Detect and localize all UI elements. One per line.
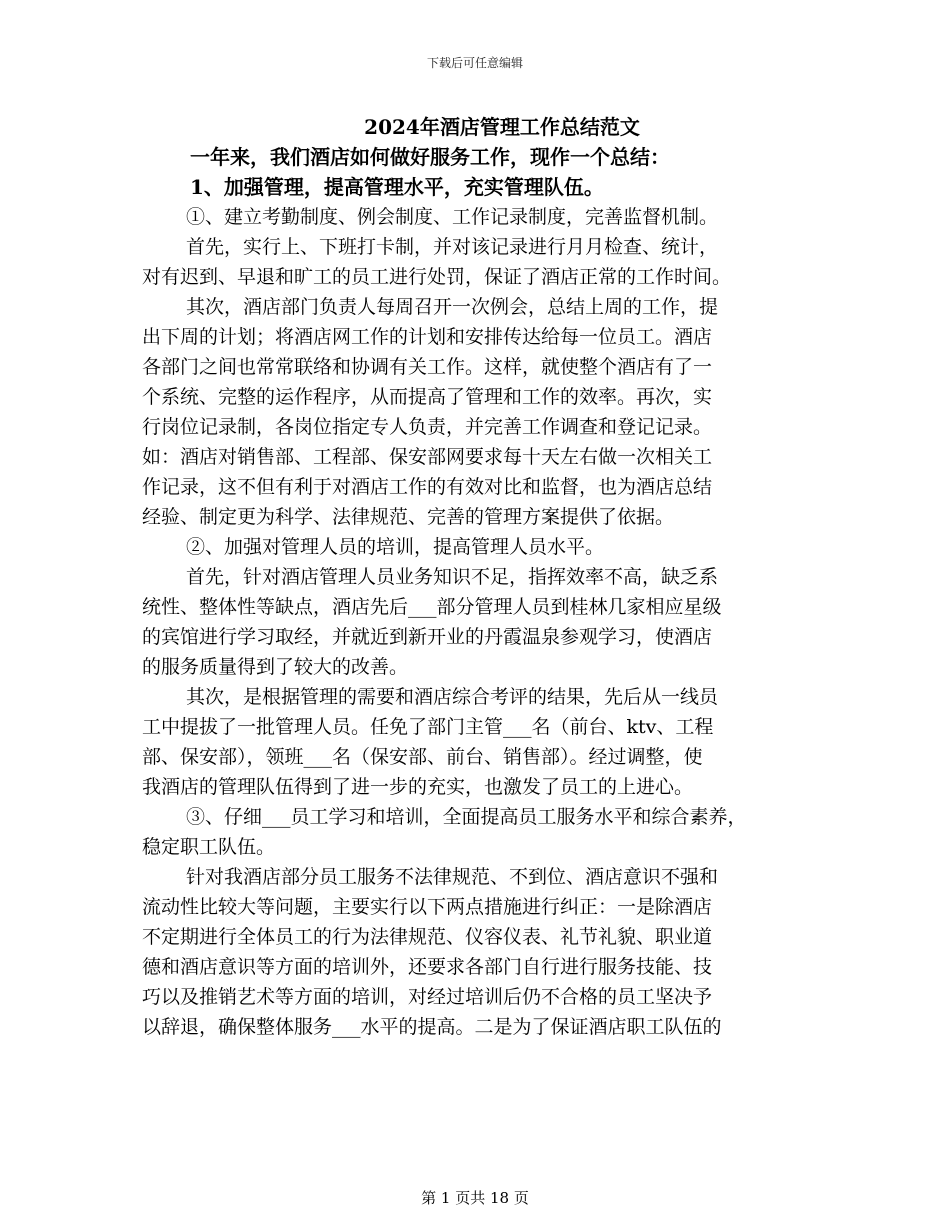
paragraph-line: 针对我酒店部分员工服务不法律规范、不到位、酒店意识不强和 <box>186 866 719 888</box>
paragraph-line: 的宾馆进行学习取经，并就近到新开业的丹霞温泉参观学习，使酒店 <box>142 626 713 648</box>
intro-line: 一年来，我们酒店如何做好服务工作，现作一个总结： <box>190 145 670 169</box>
paragraph-line: 作记录，这不但有利于对酒店工作的有效对比和监督，也为酒店总结 <box>142 476 713 498</box>
document-title: 2024年酒店管理工作总结范文 <box>364 115 640 139</box>
paragraph-line: 首先，针对酒店管理人员业务知识不足，指挥效率不高，缺乏系 <box>186 566 719 588</box>
paragraph-line: 其次，是根据管理的需要和酒店综合考评的结果，先后从一线员 <box>186 686 719 708</box>
paragraph-line: 首先，实行上、下班打卡制，并对该记录进行月月检查、统计， <box>186 236 719 258</box>
page-footer: 第 1 页共 18 页 <box>421 1189 529 1207</box>
section-heading: 1、加强管理，提高管理水平，充实管理队伍。 <box>190 175 604 199</box>
paragraph-line: 行岗位记录制，各岗位指定专人负责，并完善工作调查和登记记录。 <box>142 416 713 438</box>
paragraph-line: ②、加强对管理人员的培训，提高管理人员水平。 <box>186 536 605 558</box>
paragraph-line: 以辞退，确保整体服务___水平的提高。二是为了保证酒店职工队伍的 <box>142 1016 722 1038</box>
paragraph-line: 工中提拔了一批管理人员。任免了部门主管___名（前台、ktv、工程 <box>142 716 714 738</box>
paragraph-line: 出下周的计划；将酒店网工作的计划和安排传达给每一位员工。酒店 <box>142 326 713 348</box>
paragraph-line: 各部门之间也常常联络和协调有关工作。这样，就使整个酒店有了一 <box>142 356 713 378</box>
page-header: 下载后可任意编辑 <box>426 56 523 70</box>
paragraph-line: 其次，酒店部门负责人每周召开一次例会，总结上周的工作，提 <box>186 296 719 318</box>
paragraph-line: 经验、制定更为科学、法律规范、完善的管理方案提供了依据。 <box>142 506 675 528</box>
paragraph-line: 巧以及推销艺术等方面的培训，对经过培训后仍不合格的员工坚决予 <box>142 986 713 1008</box>
paragraph-line: ③、仔细___员工学习和培训，全面提高员工服务水平和综合素养， <box>186 806 747 828</box>
document-body <box>142 112 822 1042</box>
paragraph-line: 稳定职工队伍。 <box>142 836 276 858</box>
paragraph-line: 不定期进行全体员工的行为法律规范、仪容仪表、礼节礼貌、职业道 <box>142 926 713 948</box>
paragraph-line: 的服务质量得到了较大的改善。 <box>142 656 409 678</box>
paragraph-line: 部、保安部），领班___名（保安部、前台、销售部）。经过调整，使 <box>142 746 703 768</box>
paragraph-line: 德和酒店意识等方面的培训外，还要求各部门自行进行服务技能、技 <box>142 956 713 978</box>
paragraph-line: 个系统、完整的运作程序，从而提高了管理和工作的效率。再次，实 <box>142 386 713 408</box>
paragraph-line: 我酒店的管理队伍得到了进一步的充实，也激发了员工的上进心。 <box>142 776 694 798</box>
paragraph-line: ①、建立考勤制度、例会制度、工作记录制度，完善监督机制。 <box>186 206 719 228</box>
paragraph-line: 如：酒店对销售部、工程部、保安部网要求每十天左右做一次相关工 <box>142 446 713 468</box>
paragraph-line: 对有迟到、早退和旷工的员工进行处罚，保证了酒店正常的工作时间。 <box>142 266 732 288</box>
paragraph-line: 流动性比较大等问题，主要实行以下两点措施进行纠正：一是除酒店 <box>142 896 713 918</box>
paragraph-line: 统性、整体性等缺点，酒店先后___部分管理人员到桂林几家相应星级 <box>142 596 722 618</box>
